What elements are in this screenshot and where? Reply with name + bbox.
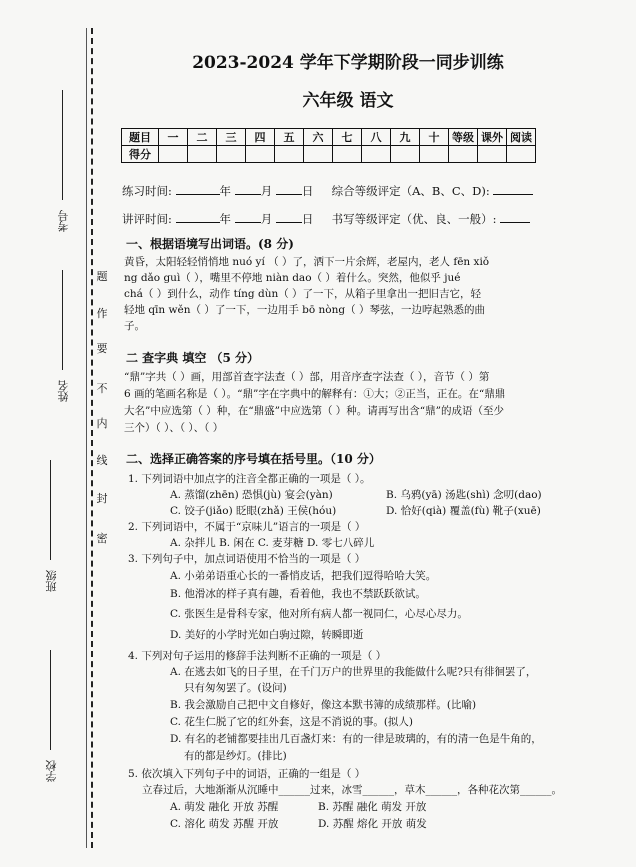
overall-grade-label: 综合等级评定（A、B、C、D):	[331, 184, 490, 198]
question-stem: 1. 下列词语中加点字的注音全都正确的一项是（ ）。	[128, 473, 371, 485]
page-title: 2023-2024 学年下学期阶段一同步训练	[192, 53, 504, 73]
option-continued: 只有匆匆罢了。(设问)	[184, 682, 287, 694]
score-cell: 二	[188, 129, 217, 146]
option: D. 恰好(qià) 覆盖(fù) 靴子(xuē)	[386, 505, 541, 517]
option-continued: 有的都是纱灯。(排比)	[184, 750, 287, 762]
option: C. 花生仁脱了它的红外套，这是不消说的事。(拟人)	[170, 716, 414, 728]
question-sentence: 立春过后，大地渐渐从沉睡中______过来，冰雪______，草木______，各种花次第______。	[142, 784, 562, 796]
score-table-score-row	[122, 146, 536, 163]
review-time-row	[122, 211, 530, 227]
section1-line: chá（ ）到什么，动作 tíng dùn（ ）了一下，从箱子里拿出一把旧吉它，轻	[124, 288, 482, 300]
review-month-blank[interactable]	[235, 222, 261, 223]
section2-line: 大名”中应选第（ ）种，在“鼎盛”中应选第（ ）种。请再写出含“鼎”的成语（至少	[124, 405, 505, 417]
page-subtitle: 六年级 语文	[302, 91, 394, 111]
score-input-cell[interactable]	[478, 146, 507, 163]
option: B. 乌鸦(yā) 汤匙(shì) 念叨(dao)	[386, 489, 542, 501]
section2-heading: 二 查字典 填空 （5 分）	[126, 351, 260, 365]
section2-line: 三个）（ ）、（ ）、（ ）	[124, 422, 224, 434]
practice-year-blank[interactable]	[176, 194, 220, 195]
seal-char: 作	[96, 307, 108, 320]
seal-char: 不	[96, 382, 108, 395]
practice-month-blank[interactable]	[235, 194, 261, 195]
score-cell: 等级	[449, 129, 478, 146]
question-stem: 4. 下列对句子运用的修辞手法判断不正确的一项是（ ）	[128, 650, 387, 662]
student-id-label: 考号	[57, 210, 70, 232]
seal-char: 题	[96, 270, 108, 283]
score-cell: 题目	[122, 129, 159, 146]
score-input-cell[interactable]	[362, 146, 391, 163]
option: A. 在逃去如飞的日子里，在千门万户的世界里的我能做什么呢?只有徘徊罢了，	[170, 666, 537, 678]
question-stem: 5. 依次填入下列句子中的词语，正确的一组是（ ）	[128, 768, 366, 780]
score-input-cell[interactable]	[304, 146, 333, 163]
score-cell: 四	[246, 129, 275, 146]
option: A. 小弟弟语重心长的一番悄皮话，把我们逗得哈哈大笑。	[170, 570, 437, 582]
section1-line: 轻地 qīn wěn（ ）了一下，一边用手 bō nòng（ ）琴弦，一边哼起熟悉的曲	[124, 304, 485, 316]
option: B. 他滑冰的样子真有趣，看着他，我也不禁跃跃欲试。	[170, 588, 426, 600]
option: B. 苏醒 融化 萌发 开放	[318, 801, 427, 813]
option: D. 苏醒 熔化 开放 萌发	[318, 818, 427, 830]
question-stem: 3. 下列句子中，加点词语使用不恰当的一项是（ ）	[128, 553, 366, 565]
score-cell: 八	[362, 129, 391, 146]
score-cell: 一	[159, 129, 188, 146]
section2-line: 6 画的笔画名称是（ ）。“鼎”字在字典中的解释有：①大；②正当，正在。在“鼎鼎	[124, 388, 506, 400]
practice-time-row	[122, 183, 533, 199]
option: A. 杂拌儿 B. 闲在 C. 麦芽糖 D. 零七八碎儿	[170, 537, 375, 549]
score-input-cell[interactable]	[507, 146, 536, 163]
practice-day-blank[interactable]	[276, 194, 302, 195]
option: D. 美好的小学时光如白驹过隙，转瞬即逝	[170, 629, 364, 641]
score-cell: 十	[420, 129, 449, 146]
section2-line: “鼎”字共（ ）画，用部首查字法查（ ）部，用音序查字法查（ ），音节（ ）第	[124, 371, 490, 383]
score-input-cell[interactable]	[275, 146, 304, 163]
review-day-blank[interactable]	[276, 222, 302, 223]
review-year-blank[interactable]	[176, 222, 220, 223]
binding-solid-line	[86, 28, 87, 848]
score-input-cell[interactable]	[333, 146, 362, 163]
section1-line: 子。	[124, 320, 145, 332]
score-cell: 六	[304, 129, 333, 146]
option: A. 蒸馏(zhēn) 恐惧(jù) 宴会(yàn)	[170, 489, 333, 501]
section1-line: ng dǎo guì（ ），嘴里不停地 niàn dao（ ）着什么。突然，他似乎 jué	[124, 272, 461, 284]
score-input-cell[interactable]	[246, 146, 275, 163]
seal-char: 密	[96, 532, 108, 545]
score-input-cell[interactable]	[449, 146, 478, 163]
score-input-cell[interactable]	[188, 146, 217, 163]
option: B. 我会激励自己把中文自修好，像这本默书簿的成绩那样。(比喻)	[170, 699, 477, 711]
section3-heading: 二、选择正确答案的序号填在括号里。（10 分）	[126, 452, 381, 466]
score-input-cell[interactable]	[217, 146, 246, 163]
school-label: 学校	[45, 760, 58, 782]
score-table	[121, 128, 536, 163]
class-label: 班级	[45, 570, 58, 592]
class-line	[50, 460, 51, 560]
review-time-label: 讲评时间:	[122, 212, 172, 226]
writing-grade-blank[interactable]	[500, 222, 530, 223]
option: D. 有名的老铺都要挂出几百盏灯来：有的一律是玻璃的，有的清一色是牛角的，	[170, 733, 542, 745]
score-cell: 阅读	[507, 129, 536, 146]
option: C. 饺子(jiǎo) 眨眼(zhǎ) 王侯(hóu)	[170, 505, 337, 517]
score-cell: 九	[391, 129, 420, 146]
overall-grade-blank[interactable]	[493, 194, 533, 195]
seal-char: 封	[96, 492, 108, 505]
score-row-label: 得分	[122, 146, 159, 163]
score-cell: 五	[275, 129, 304, 146]
score-cell: 七	[333, 129, 362, 146]
month-label: 月	[260, 184, 273, 198]
name-line	[62, 270, 63, 370]
score-table-header-row	[122, 129, 536, 146]
seal-char: 内	[96, 417, 108, 430]
question-stem: 2. 下列词语中，不属于“京味儿”语言的一项是（ ）	[128, 521, 366, 533]
school-line	[50, 650, 51, 750]
year-label: 年	[219, 184, 232, 198]
section1-line: 黄昏，太阳轻轻悄悄地 nuó yí （ ）了，洒下一片余辉，老屋内，老人 fēn xiǒ	[124, 256, 490, 268]
score-input-cell[interactable]	[420, 146, 449, 163]
option: A. 萌发 融化 开放 苏醒	[170, 801, 279, 813]
name-label: 姓名	[57, 380, 70, 402]
section1-heading: 一、根据语境写出词语。(8 分)	[126, 237, 294, 251]
score-cell: 课外	[478, 129, 507, 146]
option: C. 张医生是骨科专家，他对所有病人都一视同仁，心尽心尽力。	[170, 608, 468, 620]
year-label: 年	[219, 212, 232, 226]
seal-char: 线	[96, 454, 108, 467]
score-input-cell[interactable]	[391, 146, 420, 163]
option: C. 溶化 萌发 苏醒 开放	[170, 818, 279, 830]
practice-time-label: 练习时间:	[122, 184, 172, 198]
binding-dashed-line	[91, 28, 93, 848]
seal-char: 要	[96, 342, 108, 355]
score-input-cell[interactable]	[159, 146, 188, 163]
day-label: 日	[301, 212, 314, 226]
month-label: 月	[260, 212, 273, 226]
score-cell: 三	[217, 129, 246, 146]
writing-grade-label: 书写等级评定（优、良、一般）:	[331, 212, 497, 226]
day-label: 日	[301, 184, 314, 198]
